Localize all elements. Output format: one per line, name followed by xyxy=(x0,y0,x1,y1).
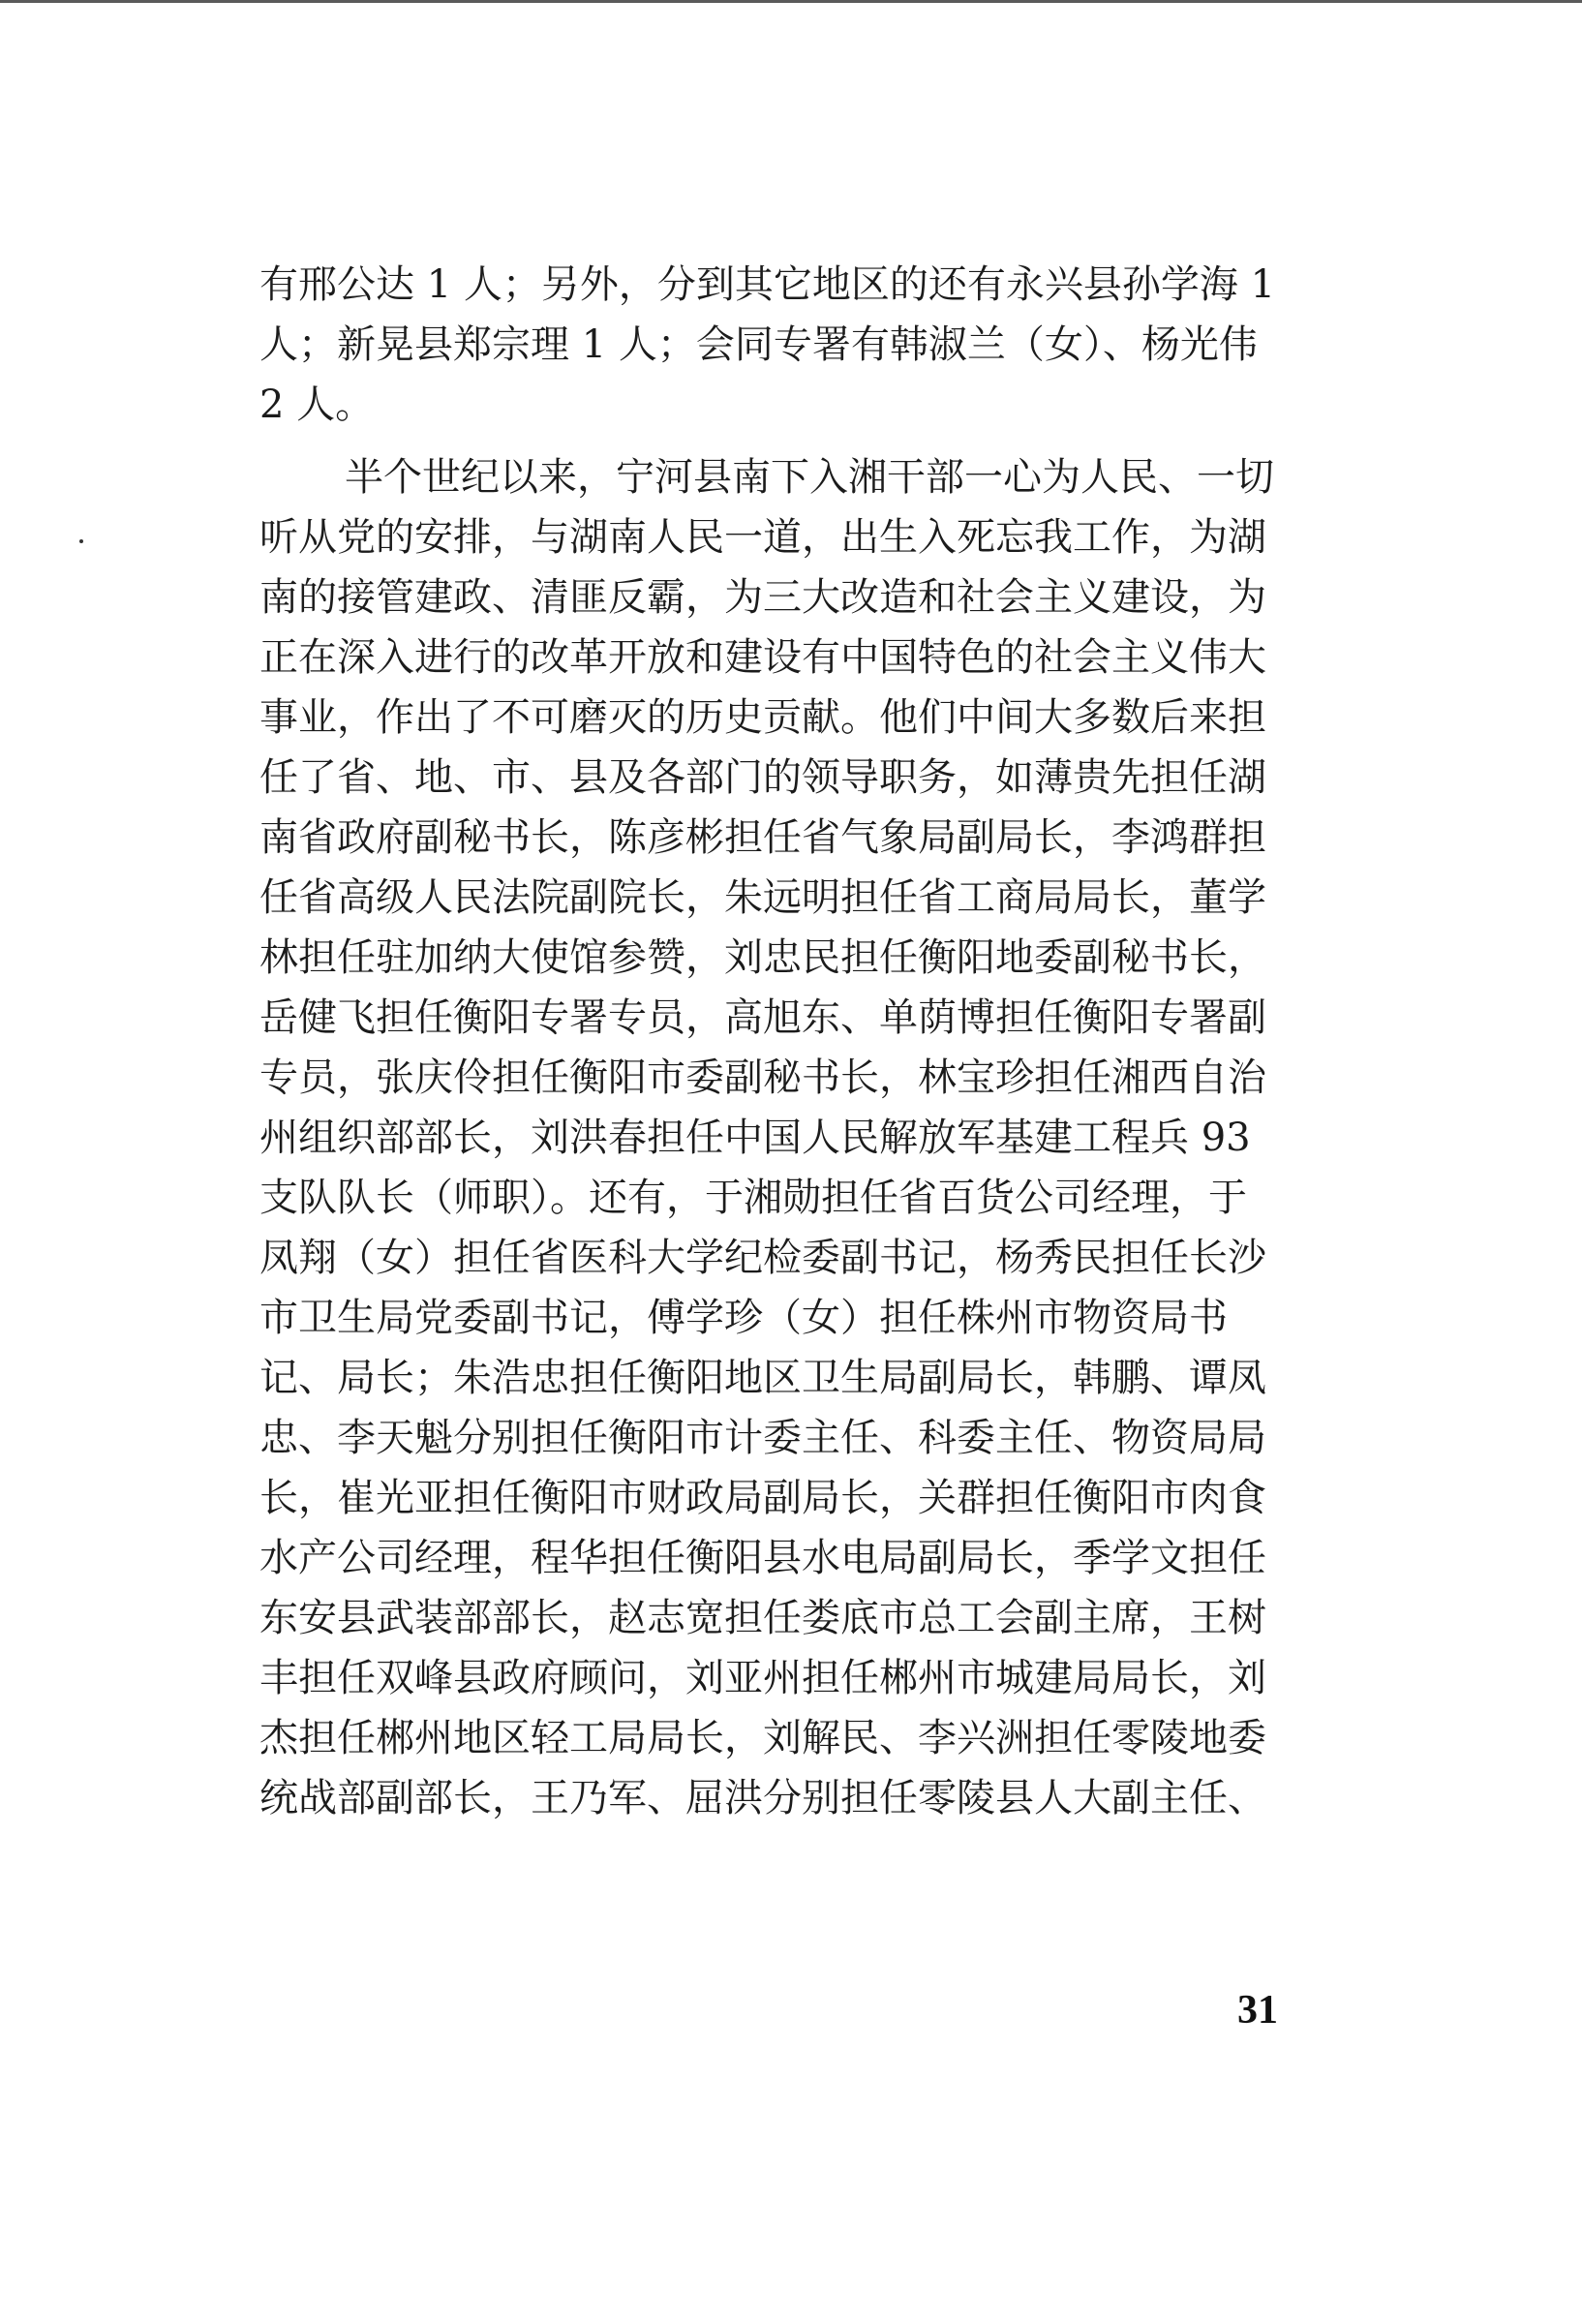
page-number: 31 xyxy=(1237,1988,1278,2033)
body-line: 州组织部部长，刘洪春担任中国人民解放军基建工程兵 93 xyxy=(259,1116,1251,1160)
body-line: 有邢公达 1 人；另外，分到其它地区的还有永兴县孙学海 1 xyxy=(259,262,1276,307)
page-top-rule xyxy=(0,0,1582,3)
body-line: 任了省、地、市、县及各部门的领导职务，如薄贵先担任湖 xyxy=(259,755,1266,800)
body-line: 听从党的安排，与湖南人民一道，出生入死忘我工作，为湖 xyxy=(259,515,1266,560)
body-line: 人；新晃县郑宗理 1 人；会同专署有韩淑兰（女）、杨光伟 xyxy=(259,322,1258,367)
stray-mark xyxy=(79,539,83,543)
body-line: 2 人。 xyxy=(259,382,375,427)
body-line: 事业，作出了不可磨灭的历史贡献。他们中间大多数后来担 xyxy=(259,695,1266,740)
body-line: 林担任驻加纳大使馆参赞，刘忠民担任衡阳地委副秘书长， xyxy=(259,935,1266,980)
body-line: 统战部副部长，王乃军、屈洪分别担任零陵县人大副主任、 xyxy=(259,1776,1266,1820)
body-line: 东安县武装部部长，赵志宽担任娄底市总工会副主席，王树 xyxy=(259,1596,1266,1640)
body-line: 杰担任郴州地区轻工局局长，刘解民、李兴洲担任零陵地委 xyxy=(259,1716,1266,1760)
body-line: 半个世纪以来，宁河县南下入湘干部一心为人民、一切 xyxy=(345,455,1274,500)
body-line: 任省高级人民法院副院长，朱远明担任省工商局局长，董学 xyxy=(259,875,1266,920)
body-line: 记、局长；朱浩忠担任衡阳地区卫生局副局长，韩鹏、谭凤 xyxy=(259,1356,1266,1400)
body-line: 支队队长（师职）。还有，于湘勋担任省百货公司经理，于 xyxy=(259,1176,1247,1220)
body-line: 南的接管建政、清匪反霸，为三大改造和社会主义建设，为 xyxy=(259,575,1266,620)
body-line: 忠、李天魁分别担任衡阳市计委主任、科委主任、物资局局 xyxy=(259,1416,1266,1460)
body-line: 专员，张庆伶担任衡阳市委副秘书长，林宝珍担任湘西自治 xyxy=(259,1055,1266,1100)
body-line: 正在深入进行的改革开放和建设有中国特色的社会主义伟大 xyxy=(259,635,1266,680)
body-line: 凤翔（女）担任省医科大学纪检委副书记，杨秀民担任长沙 xyxy=(259,1236,1266,1280)
body-line: 长，崔光亚担任衡阳市财政局副局长，关群担任衡阳市肉食 xyxy=(259,1476,1266,1520)
body-line: 水产公司经理，程华担任衡阳县水电局副局长，季学文担任 xyxy=(259,1536,1266,1580)
body-line: 南省政府副秘书长，陈彦彬担任省气象局副局长，李鸿群担 xyxy=(259,815,1266,860)
body-line: 市卫生局党委副书记，傅学珍（女）担任株州市物资局书 xyxy=(259,1296,1228,1340)
body-line: 岳健飞担任衡阳专署专员，高旭东、单荫博担任衡阳专署副 xyxy=(259,995,1266,1040)
body-line: 丰担任双峰县政府顾问，刘亚州担任郴州市城建局局长，刘 xyxy=(259,1656,1266,1700)
